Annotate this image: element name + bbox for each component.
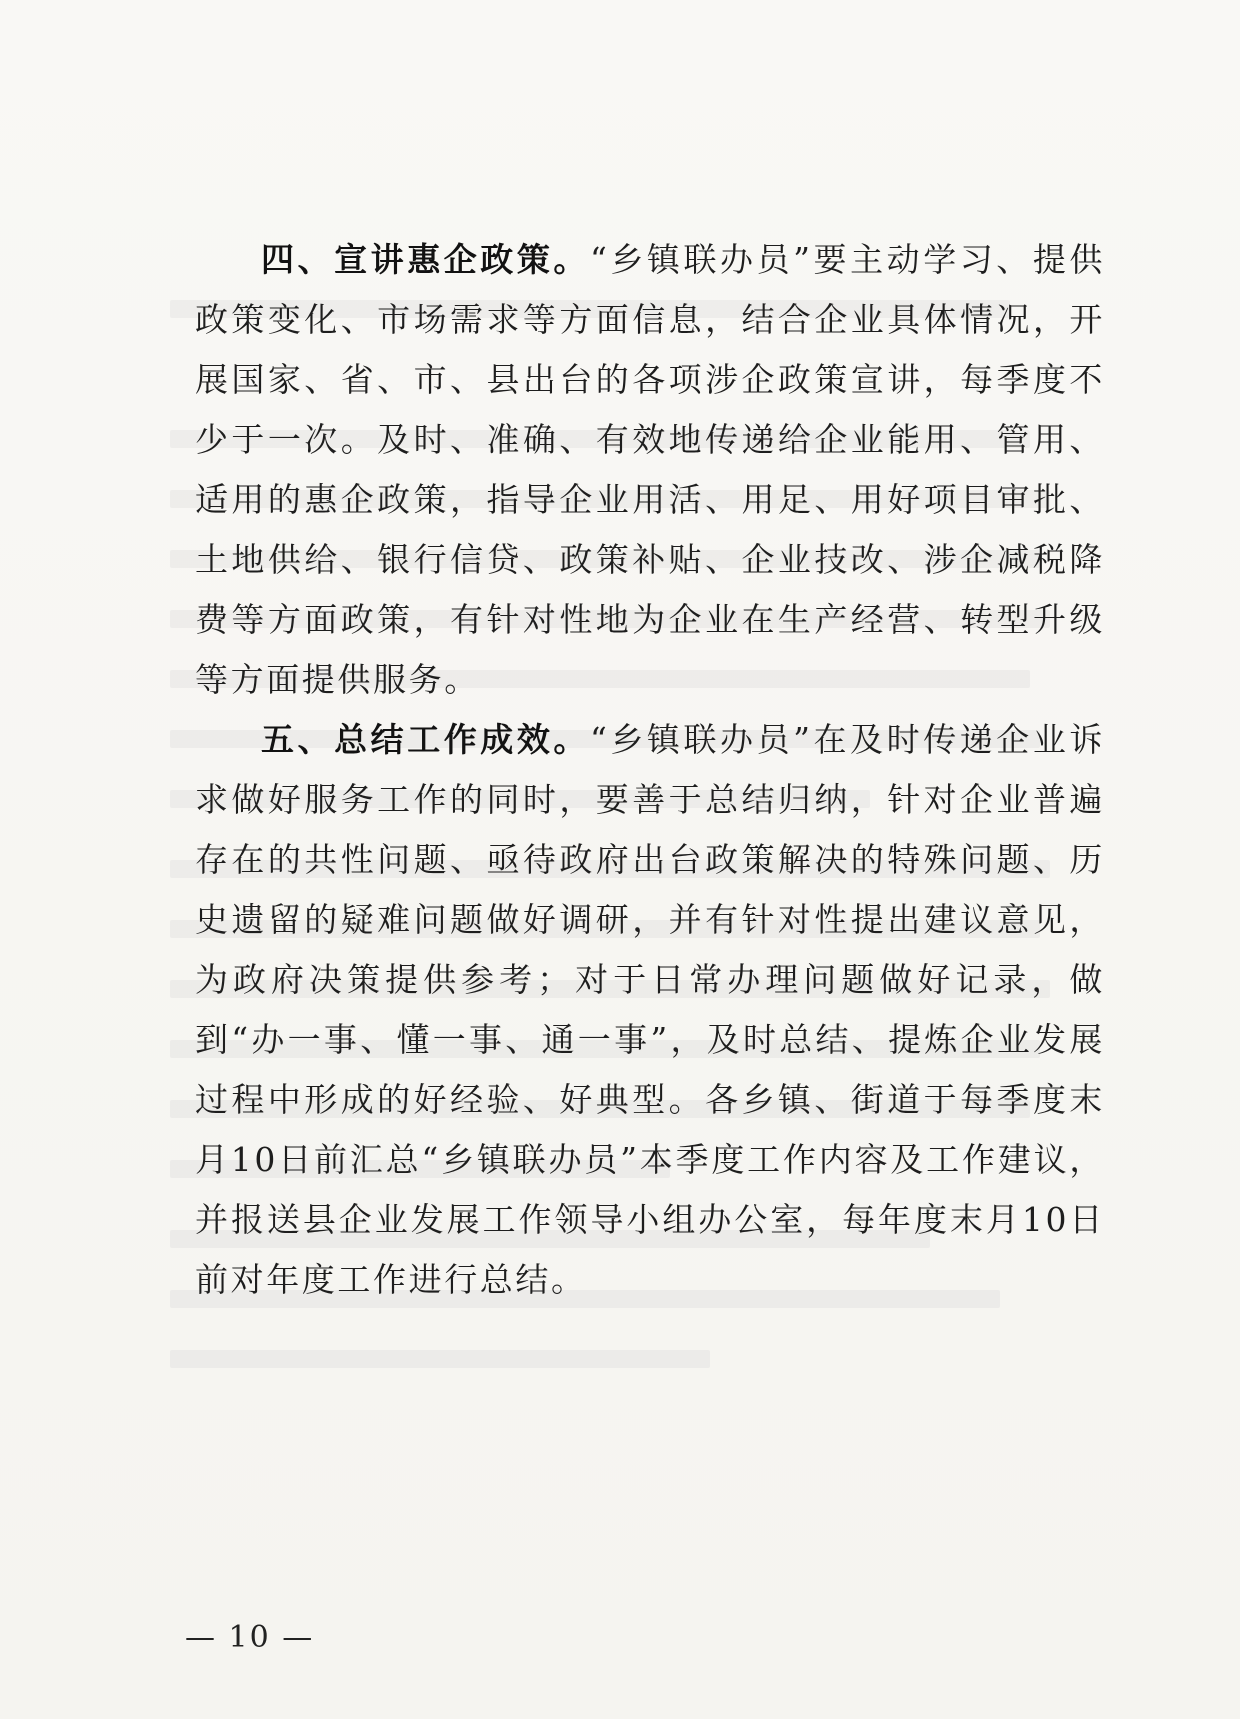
paragraph-heading: 五、总结工作成效。 <box>261 720 590 759</box>
paragraph-heading: 四、宣讲惠企政策。 <box>261 240 590 279</box>
document-body <box>195 230 1105 1310</box>
paragraph-policy-promotion <box>195 230 1105 710</box>
paragraph-body: “乡镇联办员”要主动学习、提供政策变化、市场需求等方面信息，结合企业具体情况，开展国家、省、市、县出台的各项涉企政策宣讲，每季度不少于一次。及时、准确、有效地传递给企业能用、管用、适用的惠企政策，指导企业用活、用足、用好项目审批、土地供给、银行信贷、政策补贴、企业技改、涉企减税降费等方面政策，有针对性地为企业在生产经营、转型升级等方面提供服务。 <box>195 240 1105 699</box>
paragraph-body: “乡镇联办员”在及时传递企业诉求做好服务工作的同时，要善于总结归纳，针对企业普遍存在的共性问题、亟待政府出台政策解决的特殊问题、历史遗留的疑难问题做好调研，并有针对性提出建议意见，为政府决策提供参考；对于日常办理问题做好记录，做到“办一事、懂一事、通一事”，及时总结、提炼企业发展过程中形成的好经验、好典型。各乡镇、街道于每季度末月10日前汇总“乡镇联办员”本季度工作内容及工作建议，并报送县企业发展工作领导小组办公室，每年度末月10日前对年度工作进行总结。 <box>195 720 1105 1299</box>
page-number: — 10 — <box>185 1620 315 1655</box>
paragraph-work-summary <box>195 710 1105 1310</box>
